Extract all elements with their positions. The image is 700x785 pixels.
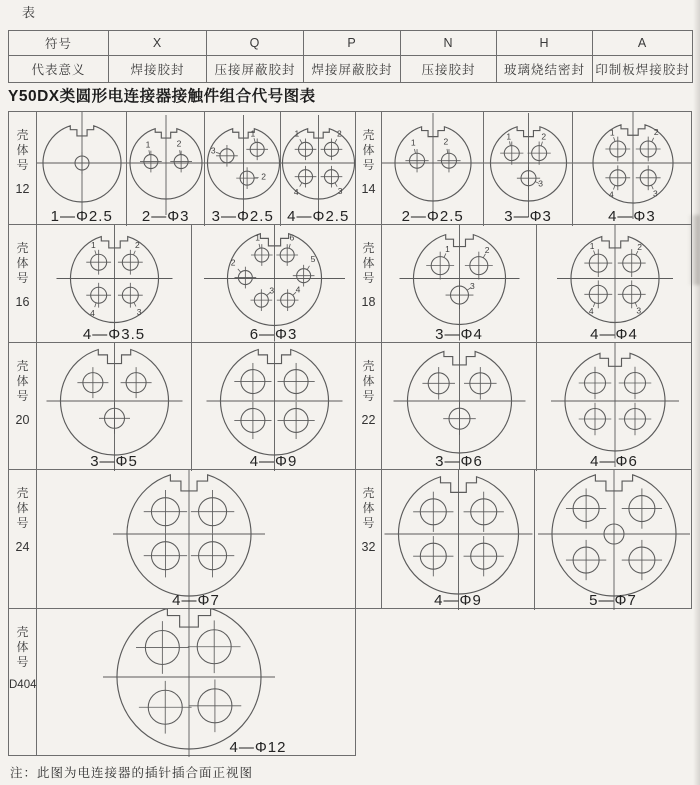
shell-number-column bbox=[356, 470, 382, 608]
connector-cell bbox=[536, 225, 691, 344]
shell-section-D404 bbox=[8, 608, 356, 756]
connector-face-drawing bbox=[37, 470, 355, 610]
shell-section-18 bbox=[355, 224, 692, 343]
shell-number-column bbox=[356, 112, 382, 224]
connector-face-drawing bbox=[382, 470, 534, 610]
connector-face-drawing bbox=[537, 343, 691, 471]
pin-number-label: 3 bbox=[652, 188, 658, 199]
pin-number-label: 1 bbox=[250, 128, 256, 139]
legend-meaning-q: 压接屏蔽胶封 bbox=[207, 56, 304, 83]
connector-cell bbox=[534, 470, 691, 610]
shell-label-char: 体 bbox=[362, 256, 375, 270]
connector-cell bbox=[382, 225, 536, 344]
shell-label-char: 壳 bbox=[362, 241, 375, 255]
pin-number-label: 2 bbox=[177, 138, 182, 149]
connector-cell-label: 4—Φ3 bbox=[608, 208, 656, 225]
shell-section-16 bbox=[8, 224, 356, 343]
connector-cell-label: 5—Φ7 bbox=[589, 592, 637, 609]
connector-cell-label: 3—Φ6 bbox=[435, 453, 483, 470]
connector-cell bbox=[382, 112, 483, 226]
connector-face-drawing bbox=[37, 609, 355, 757]
grid-row bbox=[8, 608, 692, 756]
shell-label-char: 号 bbox=[362, 516, 375, 530]
connector-cell bbox=[37, 470, 355, 610]
connector-cell-label: 4—Φ4 bbox=[590, 326, 638, 343]
pin-number-label: 4 bbox=[588, 306, 594, 317]
connector-cell bbox=[37, 225, 191, 344]
grid-row bbox=[8, 342, 692, 470]
connector-face-drawing bbox=[37, 343, 191, 471]
legend-symbol-a: A bbox=[593, 31, 693, 56]
shell-number-column bbox=[356, 225, 382, 342]
pin-number-label: 2 bbox=[484, 245, 490, 256]
seal-code-legend-table bbox=[8, 30, 693, 83]
shell-label-char: 号 bbox=[16, 655, 29, 669]
connector-cell-label: 4—Φ9 bbox=[249, 453, 298, 470]
pin-number-label: 2 bbox=[541, 131, 547, 142]
pin-number-label: 4 bbox=[295, 284, 301, 295]
pin-number-label: 3 bbox=[338, 186, 343, 197]
pin-number-label: 2 bbox=[443, 136, 449, 147]
connector-cell bbox=[483, 112, 571, 226]
shell-number-column bbox=[356, 343, 382, 469]
pin-number-label: 1 bbox=[589, 241, 595, 252]
shell-number: 16 bbox=[15, 295, 30, 309]
shell-label-char: 壳 bbox=[16, 359, 29, 373]
grid-row bbox=[8, 469, 692, 609]
connector-cell-label: 3—Φ3 bbox=[504, 208, 552, 225]
shell-number-column bbox=[9, 470, 37, 608]
shell-label-char: 壳 bbox=[362, 128, 375, 142]
connector-cell-label: 6—Φ3 bbox=[249, 326, 298, 343]
legend-symbol-h: H bbox=[497, 31, 593, 56]
legend-header-meaning: 代表意义 bbox=[9, 56, 109, 83]
shell-section-20 bbox=[8, 342, 356, 470]
shell-label-char: 壳 bbox=[16, 625, 29, 639]
legend-symbol-p: P bbox=[304, 31, 401, 56]
legend-meaning-p: 焊接屏蔽胶封 bbox=[304, 56, 401, 83]
page-title: Y50DX类圆形电连接器接触件组合代号图表 bbox=[8, 88, 316, 105]
shell-number: 14 bbox=[361, 182, 376, 196]
connector-cell-label: 2—Φ3 bbox=[141, 208, 190, 225]
shell-label-char: 壳 bbox=[16, 486, 29, 500]
connector-face-drawing bbox=[535, 470, 691, 610]
pin-number-label: 3 bbox=[538, 178, 544, 189]
shell-section-12 bbox=[8, 111, 356, 225]
connector-face-drawing bbox=[382, 343, 536, 471]
pin-number-label: 5 bbox=[310, 253, 316, 264]
pin-number-label: 2 bbox=[230, 257, 236, 268]
shell-number-column bbox=[9, 225, 37, 342]
shell-label-char: 体 bbox=[16, 501, 29, 515]
pin-number-label: 1 bbox=[295, 128, 300, 139]
shell-label-char: 体 bbox=[362, 501, 375, 515]
scan-edge-shade bbox=[693, 0, 700, 785]
legend-symbol-row bbox=[9, 31, 693, 56]
shell-number-column bbox=[9, 112, 37, 224]
shell-label-char: 体 bbox=[362, 143, 375, 157]
shell-label-char: 壳 bbox=[16, 128, 29, 142]
footnote: 注：此图为电连接器的插针插合面正视图 bbox=[10, 766, 254, 780]
shell-label-char: 壳 bbox=[16, 241, 29, 255]
pin-number-label: 1 bbox=[609, 127, 615, 138]
pin-number-label: 2 bbox=[135, 240, 140, 251]
connector-cell-label: 4—Φ6 bbox=[590, 453, 638, 470]
legend-meaning-n: 压接胶封 bbox=[401, 56, 497, 83]
shell-label-char: 体 bbox=[16, 256, 29, 270]
grid-row bbox=[8, 111, 692, 225]
legend-meaning-row bbox=[9, 56, 693, 83]
connector-cell bbox=[37, 609, 355, 757]
pin-number-label: 2 bbox=[637, 241, 643, 252]
connector-cell-label: 3—Φ5 bbox=[90, 453, 138, 470]
pin-number-label: 1 bbox=[91, 240, 96, 251]
connector-cell bbox=[37, 343, 191, 471]
connector-cell-label: 4—Φ2.5 bbox=[287, 208, 350, 225]
connector-face-drawing bbox=[192, 343, 355, 471]
pin-number-label: 3 bbox=[636, 305, 642, 316]
pin-number-label: 2 bbox=[653, 126, 659, 137]
connector-cell-label: 4—Φ12 bbox=[229, 739, 287, 756]
connector-cell bbox=[572, 112, 691, 226]
pin-number-label: 3 bbox=[210, 145, 216, 156]
connector-cell-label: 4—Φ7 bbox=[172, 592, 220, 609]
pin-number-label: 3 bbox=[470, 281, 475, 292]
legend-symbol-q: Q bbox=[207, 31, 304, 56]
connector-cell-label: 4—Φ9 bbox=[434, 592, 482, 609]
shell-label-char: 号 bbox=[16, 389, 29, 403]
shell-label-char: 号 bbox=[362, 389, 375, 403]
shell-number-column bbox=[9, 609, 37, 755]
pin-number-label: 6 bbox=[289, 232, 295, 243]
shell-number: 12 bbox=[15, 182, 30, 196]
pin-number-label: 3 bbox=[136, 307, 142, 318]
pin-number-label: 1 bbox=[255, 232, 260, 243]
connector-cell bbox=[204, 112, 281, 226]
connector-cell bbox=[37, 112, 126, 226]
connector-cell-label: 3—Φ2.5 bbox=[211, 208, 274, 225]
shell-label-char: 体 bbox=[16, 143, 29, 157]
shell-section-22 bbox=[355, 342, 692, 470]
shell-label-char: 壳 bbox=[362, 486, 375, 500]
shell-number: 24 bbox=[15, 540, 30, 554]
grid-row bbox=[8, 224, 692, 343]
shell-label-char: 号 bbox=[16, 271, 29, 285]
connector-cell bbox=[280, 112, 355, 226]
corner-label: 表 bbox=[22, 5, 36, 20]
shell-number: 22 bbox=[361, 413, 376, 427]
legend-symbol-n: N bbox=[401, 31, 497, 56]
pin-number-label: 1 bbox=[506, 131, 512, 142]
pin-number-label: 1 bbox=[146, 139, 151, 150]
shell-label-char: 号 bbox=[362, 158, 375, 172]
pin-number-label: 2 bbox=[337, 128, 343, 139]
legend-symbol-x: X bbox=[109, 31, 207, 56]
legend-meaning-a: 印制板焊接胶封 bbox=[593, 56, 693, 83]
connector-cell bbox=[382, 470, 534, 610]
connector-cell bbox=[191, 225, 355, 344]
pin-number-label: 1 bbox=[445, 244, 450, 255]
pin-number-label: 2 bbox=[261, 171, 266, 182]
connector-cell-label: 3—Φ4 bbox=[435, 326, 483, 343]
pin-number-label: 3 bbox=[269, 285, 275, 296]
pin-number-label: 4 bbox=[294, 186, 300, 197]
connector-cell bbox=[191, 343, 355, 471]
connector-cell bbox=[126, 112, 204, 226]
legend-meaning-x: 焊接胶封 bbox=[109, 56, 207, 83]
pin-number-label: 4 bbox=[608, 189, 614, 200]
shell-label-char: 壳 bbox=[362, 359, 375, 373]
shell-number: D404 bbox=[9, 679, 37, 691]
connector-cell-label: 4—Φ3.5 bbox=[82, 326, 146, 343]
shell-label-char: 体 bbox=[362, 374, 375, 388]
shell-section-24 bbox=[8, 469, 356, 609]
shell-label-char: 号 bbox=[362, 271, 375, 285]
pin-number-label: 4 bbox=[90, 307, 95, 318]
legend-header-symbol: 符号 bbox=[9, 31, 109, 56]
connector-cell bbox=[382, 343, 536, 471]
shell-section-32 bbox=[355, 469, 692, 609]
shell-number-column bbox=[9, 343, 37, 469]
connector-cell-label: 1—Φ2.5 bbox=[50, 208, 113, 225]
shell-number: 18 bbox=[361, 295, 376, 309]
legend-meaning-h: 玻璃烧结密封 bbox=[497, 56, 593, 83]
shell-label-char: 号 bbox=[16, 516, 29, 530]
shell-section-14 bbox=[355, 111, 692, 225]
connector-grid bbox=[8, 111, 692, 756]
shell-label-char: 号 bbox=[16, 158, 29, 172]
shell-label-char: 体 bbox=[16, 640, 29, 654]
connector-cell-label: 2—Φ2.5 bbox=[401, 208, 464, 225]
connector-cell bbox=[536, 343, 691, 471]
shell-number: 32 bbox=[361, 540, 376, 554]
shell-number: 20 bbox=[15, 413, 30, 427]
pin-number-label: 1 bbox=[410, 137, 416, 148]
shell-label-char: 体 bbox=[16, 374, 29, 388]
